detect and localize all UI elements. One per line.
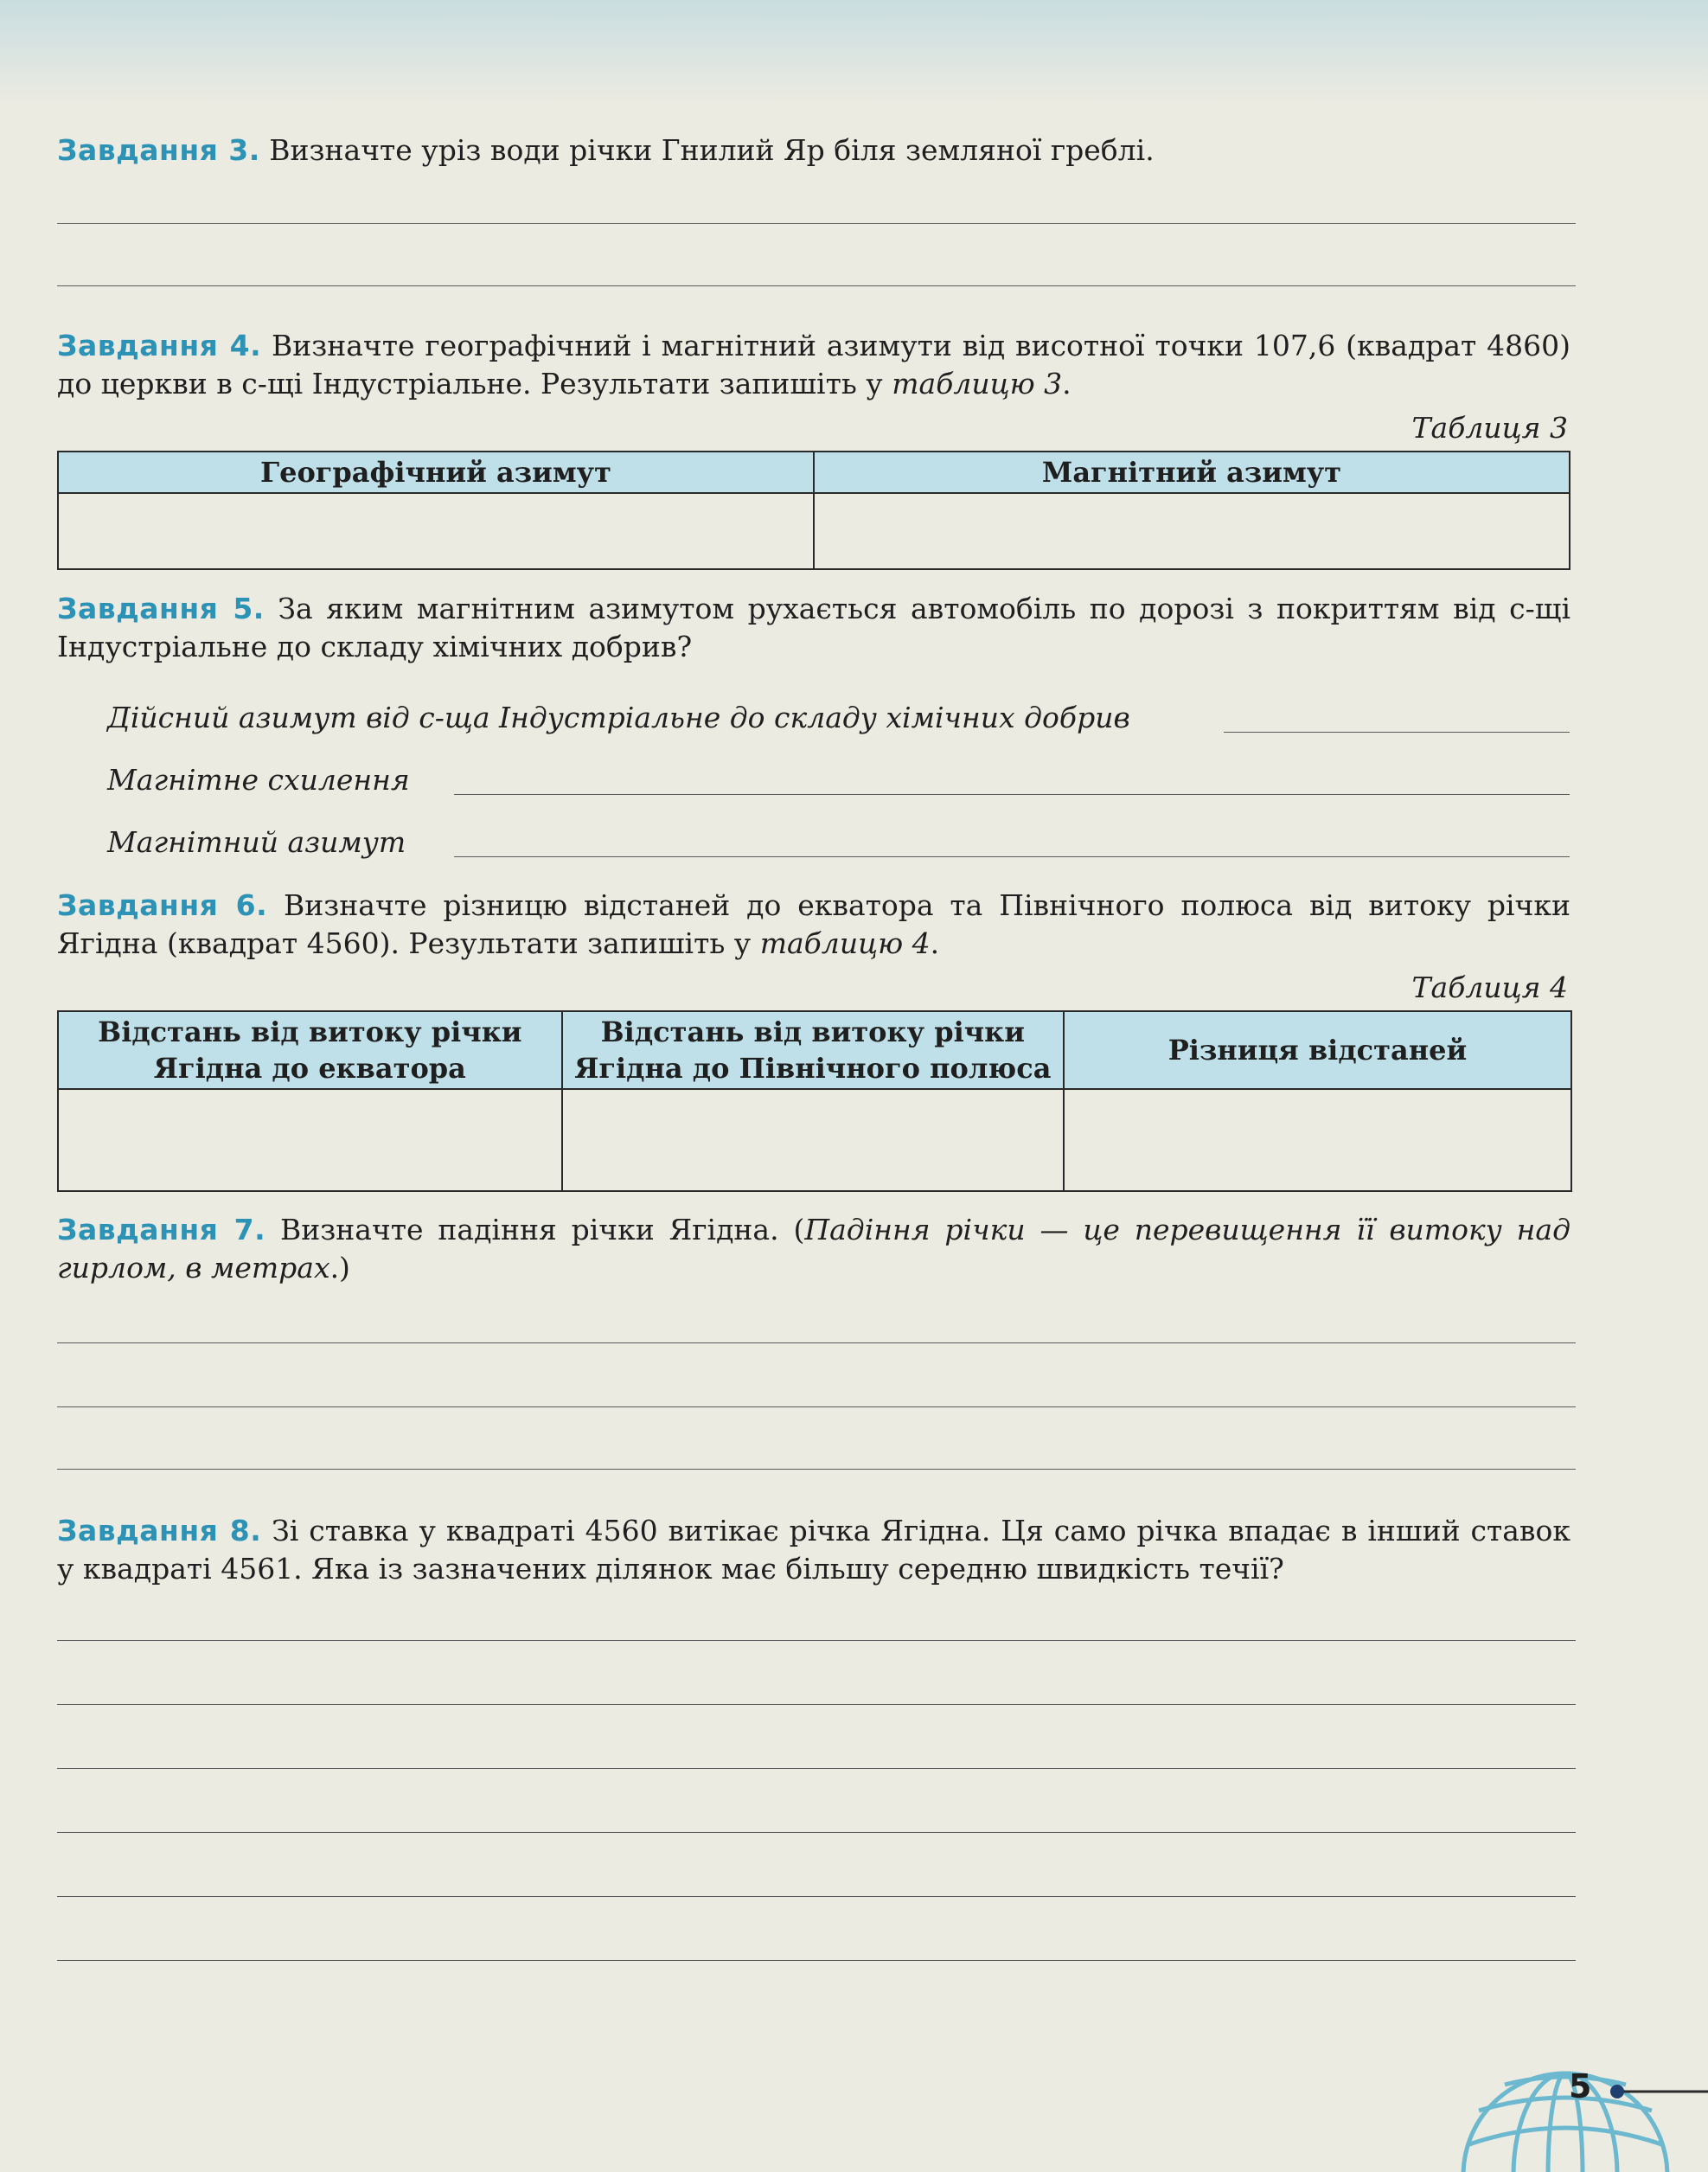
task-5-field-label: Магнітне схилення (107, 763, 410, 797)
answer-line[interactable] (57, 1704, 1576, 1705)
task-5-field-label: Дійсний азимут від с-ща Індустріальне до складу хімічних добрив (107, 701, 1130, 734)
task-4-text: Визначте географічний і магнітний азимути від висотної точки 107,6 (квадрат 4860) до церкви в с-щі Індустріальне. Результати запишіть у (57, 329, 1570, 400)
task-6 (57, 887, 1570, 963)
task-3 (57, 131, 1570, 170)
table-4-header: Відстань від витоку річки Ягідна до Північного полюса (562, 1011, 1064, 1089)
task-8-label: Завдання 8. (57, 1514, 262, 1547)
answer-line[interactable] (57, 285, 1576, 286)
task-8 (57, 1512, 1570, 1588)
task-3-label: Завдання 3. (57, 133, 260, 167)
answer-line[interactable] (57, 1640, 1576, 1641)
table-4-header: Різниця відстаней (1064, 1011, 1571, 1089)
answer-line[interactable] (57, 1896, 1576, 1897)
answer-line[interactable] (57, 1406, 1576, 1407)
table-3-cell[interactable] (58, 493, 814, 569)
table-4-header: Відстань від витоку річки Ягідна до екватора (58, 1011, 562, 1089)
task-5-text: За яким магнітним азимутом рухається автомобіль по дорозі з покриттям від с-щі Індустріальне до складу хімічних добрив? (57, 592, 1570, 663)
page-number: 5 (1569, 2067, 1592, 2105)
answer-line[interactable] (57, 1832, 1576, 1833)
task-8-text: Зі ставка у квадраті 4560 витікає річка Ягідна. Ця само річка впадає в інший ставок у квадраті 4561. Яка із зазначених ділянок має більшу середню швидкість течії? (57, 1514, 1570, 1586)
task-5-field-line[interactable] (454, 794, 1570, 795)
task-6-text-italic: таблицю 4 (759, 926, 931, 960)
table-4-cell[interactable] (58, 1089, 562, 1191)
table-4-cell[interactable] (1064, 1089, 1571, 1191)
task-7 (57, 1211, 1570, 1287)
table-3-cell[interactable] (814, 493, 1570, 569)
task-6-text: Визначте різницю відстаней до екватора та Північного полюса від витоку річки Ягідна (квадрат 4560). Результати запишіть у (57, 888, 1570, 960)
answer-line[interactable] (57, 1768, 1576, 1769)
task-5-label: Завдання 5. (57, 592, 265, 625)
task-4 (57, 327, 1570, 403)
task-7-text-italic: Падіння річки — це перевищення її витоку над гирлом, в метрах (57, 1213, 1571, 1285)
task-4-text-end: . (1062, 367, 1071, 400)
answer-line[interactable] (57, 1960, 1576, 1961)
answer-line[interactable] (57, 223, 1576, 224)
task-4-text-italic: таблицю 3 (892, 367, 1063, 400)
task-6-text-end: . (930, 926, 940, 960)
answer-line[interactable] (57, 1342, 1576, 1343)
table-4-caption: Таблиця 4 (1411, 971, 1568, 1004)
table-3 (57, 451, 1570, 570)
task-7-text: Визначте падіння річки Ягідна. ( (280, 1213, 805, 1246)
task-5 (57, 590, 1570, 666)
task-7-text-end: .) (329, 1251, 350, 1285)
table-3-header: Магнітний азимут (814, 452, 1570, 493)
table-4 (57, 1010, 1572, 1192)
top-band (0, 0, 1708, 104)
task-3-text: Визначте уріз води річки Гнилий Яр біля земляної греблі. (269, 133, 1155, 167)
task-4-label: Завдання 4. (57, 329, 262, 362)
table-4-cell[interactable] (562, 1089, 1064, 1191)
task-5-field-line[interactable] (454, 856, 1570, 857)
task-7-label: Завдання 7. (57, 1213, 266, 1246)
task-6-label: Завдання 6. (57, 888, 268, 922)
table-3-header: Географічний азимут (58, 452, 814, 493)
table-3-caption: Таблиця 3 (1411, 411, 1568, 445)
task-5-field-label: Магнітний азимут (107, 825, 406, 859)
task-5-field-line[interactable] (1224, 732, 1570, 733)
answer-line[interactable] (57, 1469, 1576, 1470)
